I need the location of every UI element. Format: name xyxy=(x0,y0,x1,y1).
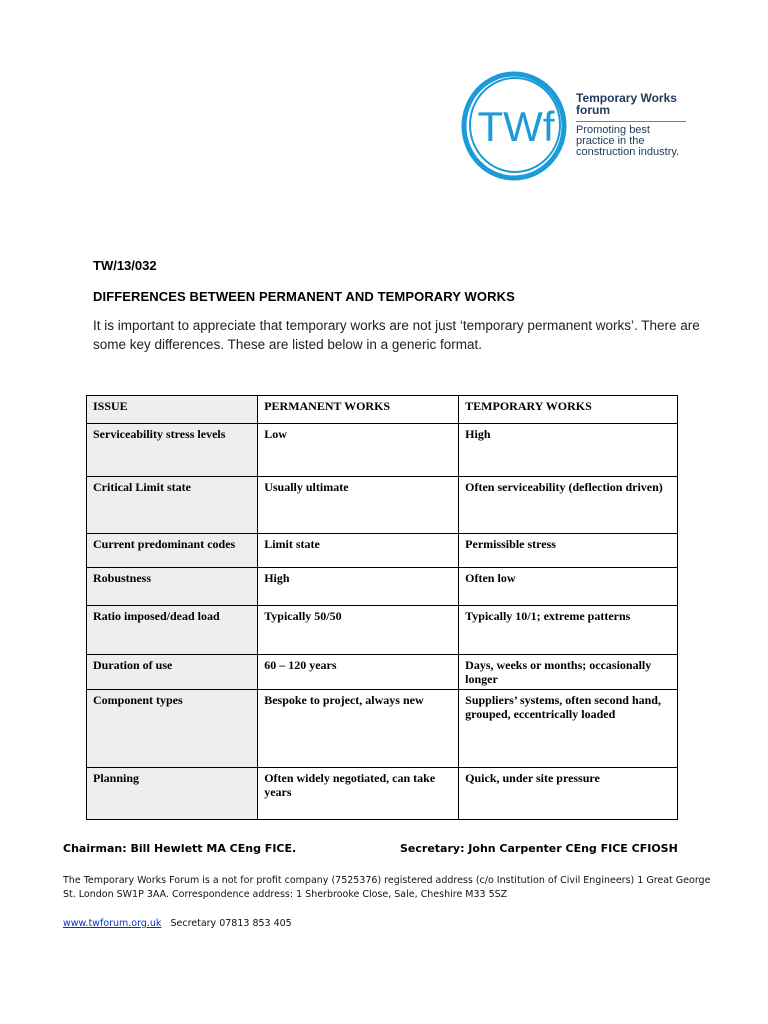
logo-tagline: Promoting best practice in the construction industry. xyxy=(576,124,680,158)
table-row xyxy=(87,534,678,568)
table-row xyxy=(87,568,678,606)
table-header-row xyxy=(87,396,678,424)
table-cell-temporary: Often low xyxy=(459,568,678,606)
table-cell-issue: Ratio imposed/dead load xyxy=(87,606,258,655)
table-row xyxy=(87,655,678,690)
chairman-line: Chairman: Bill Hewlett MA CEng FICE. xyxy=(63,842,297,855)
table-cell-issue: Current predominant codes xyxy=(87,534,258,568)
table-row xyxy=(87,690,678,768)
table-cell-permanent: Low xyxy=(258,424,459,477)
header-issue: ISSUE xyxy=(87,396,258,424)
comparison-table xyxy=(86,395,678,820)
website-link[interactable]: www.twforum.org.uk xyxy=(63,918,162,929)
twf-logo-mark xyxy=(458,66,570,186)
table-cell-permanent: Typically 50/50 xyxy=(258,606,459,655)
table-cell-issue: Serviceability stress levels xyxy=(87,424,258,477)
table-cell-permanent: Bespoke to project, always new xyxy=(258,690,459,768)
document-title: DIFFERENCES BETWEEN PERMANENT AND TEMPORARY WORKS xyxy=(93,289,515,304)
table-cell-issue: Duration of use xyxy=(87,655,258,690)
document-reference: TW/13/032 xyxy=(93,258,157,273)
table-cell-temporary: Permissible stress xyxy=(459,534,678,568)
table-cell-temporary: High xyxy=(459,424,678,477)
logo-mark-text: TWf xyxy=(477,103,555,150)
footer-officers xyxy=(63,842,703,855)
org-name-line2: forum xyxy=(576,103,610,117)
table-cell-issue: Robustness xyxy=(87,568,258,606)
header-permanent-works: PERMANENT WORKS xyxy=(258,396,459,424)
org-name-line1: Temporary Works xyxy=(576,91,677,105)
table-cell-issue: Planning xyxy=(87,768,258,820)
table-cell-permanent: Limit state xyxy=(258,534,459,568)
table-cell-temporary: Suppliers’ systems, often second hand, grouped, eccentrically loaded xyxy=(459,690,678,768)
table-cell-issue: Component types xyxy=(87,690,258,768)
secretary-line: Secretary: John Carpenter CEng FICE CFIOSH xyxy=(400,842,678,855)
table-cell-temporary: Often serviceability (deflection driven) xyxy=(459,477,678,534)
table-cell-permanent: Usually ultimate xyxy=(258,477,459,534)
company-registration-note: The Temporary Works Forum is a not for profit company (7525376) registered address (c/o Institution of Civil Engineers) 1 Great George St. London SW1P 3AA. Correspondence address: 1 Sherbrooke Close, Sale, Cheshire M33 5SZ xyxy=(63,875,711,900)
org-name xyxy=(576,92,677,116)
table-row xyxy=(87,606,678,655)
secretary-phone: Secretary 07813 853 405 xyxy=(170,918,292,929)
header-temporary-works: TEMPORARY WORKS xyxy=(459,396,678,424)
footer-contact xyxy=(63,918,292,929)
twf-logo xyxy=(458,66,698,186)
logo-rule xyxy=(576,121,686,122)
table-cell-issue: Critical Limit state xyxy=(87,477,258,534)
table-row xyxy=(87,768,678,820)
table-row xyxy=(87,424,678,477)
table-cell-temporary: Quick, under site pressure xyxy=(459,768,678,820)
table-cell-permanent: 60 – 120 years xyxy=(258,655,459,690)
table-cell-temporary: Typically 10/1; extreme patterns xyxy=(459,606,678,655)
intro-paragraph: It is important to appreciate that temporary works are not just ‘temporary permanent works’. There are some key differences. These are listed below in a generic format. xyxy=(93,318,700,352)
table-cell-temporary: Days, weeks or months; occasionally longer xyxy=(459,655,678,690)
table-cell-permanent: Often widely negotiated, can take years xyxy=(258,768,459,820)
table-row xyxy=(87,477,678,534)
table-cell-permanent: High xyxy=(258,568,459,606)
